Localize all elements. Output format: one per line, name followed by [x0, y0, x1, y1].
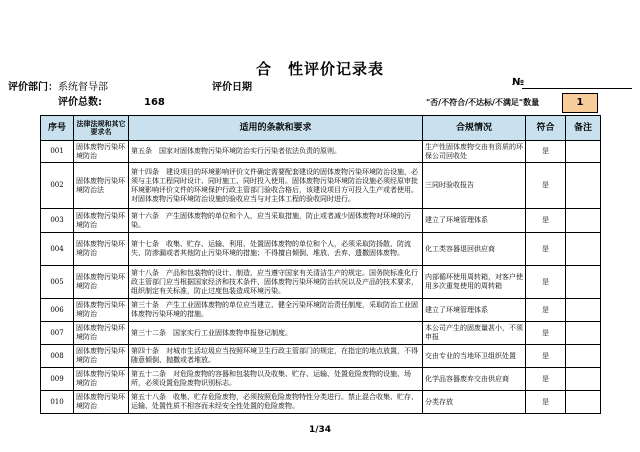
- number-underline: [522, 88, 632, 89]
- row-conform-text: 是: [542, 328, 549, 337]
- row-law-text: 固体废物污染环境防治: [76, 301, 125, 318]
- row-status: [423, 391, 526, 414]
- row-clause-text: 第十四条 建设项目的环境影响评价文件确定需要配套建设的固体废物污染环境防治设施，必须与主体工程同时设计、同时施工、同时投入使用。固体废物污染环境防治设施必须经原审批环境影响评价文件的环境保护行政主管部门验收合格后，该建设项目方可投入生产或者使用。对固体废物污染环境防治设施的验收应当与对主体工程的验收同时进行。: [131, 167, 418, 203]
- row-clause: [129, 368, 423, 391]
- row-clause-text: 第十七条 收集、贮存、运输、利用、处置固体废物的单位和个人，必须采取防扬散、防流失、防渗漏或者其他防止污染环境的措施；不得擅自倾倒、堆放、丢弃、遗撒固体废物。: [131, 240, 411, 257]
- row-number-text: 008: [50, 351, 64, 360]
- row-law-text: 固体废物污染环境防治: [76, 142, 125, 160]
- row-law-text: 固体废物污染环境防治: [76, 211, 125, 229]
- row-number: [41, 299, 74, 322]
- date-label: 评价日期: [212, 82, 252, 93]
- col-header-no: 序号: [41, 116, 74, 141]
- total-label: 评价总数:: [58, 97, 102, 108]
- row-status-text: 建立了环境管理体系: [425, 216, 488, 224]
- row-status-text: 化工类容器退回供应商: [425, 244, 495, 253]
- row-number-text: 005: [50, 277, 64, 286]
- row-conform-text: 是: [542, 351, 549, 360]
- row-law: [74, 368, 129, 391]
- row-status-text: 交由专业的当地环卫组织处置: [425, 351, 516, 360]
- row-number-text: 007: [50, 328, 64, 337]
- row-clause-text: 第五十八条 收集、贮存危险废物，必须按照危险废物特性分类进行。禁止混合收集、贮存、运输、处置性质不相容而未经安全性处置的危险废物。: [131, 393, 418, 410]
- row-conform: [526, 141, 566, 163]
- row-clause: [129, 209, 423, 233]
- row-conform: [526, 345, 566, 368]
- row-status-text: 三同时验收报告: [425, 181, 474, 189]
- row-conform: [526, 233, 566, 266]
- row-note: [566, 209, 601, 233]
- col-header-clause: 适用的条款和要求: [129, 116, 423, 141]
- row-clause: [129, 299, 423, 322]
- row-clause: [129, 391, 423, 414]
- noncompliance-count: 1: [562, 93, 598, 113]
- row-number-text: 009: [50, 374, 64, 383]
- row-status-text: 化学品容器废弃交由供应商: [425, 374, 509, 383]
- row-status: [423, 322, 526, 345]
- row-conform-text: 是: [542, 397, 549, 406]
- row-conform-text: 是: [542, 277, 549, 286]
- row-law-text: 固体废物污染环境防治: [76, 273, 125, 290]
- page-title: 合 性评价记录表: [255, 60, 384, 78]
- row-clause: [129, 322, 423, 345]
- row-status: [423, 368, 526, 391]
- row-clause-text: 第十八条 产品和包装物的设计、制造，应当遵守国家有关清洁生产的规定。国务院标准化行政主管部门应当根据国家经济和技术条件、固体废物污染环境防治状况以及产品的技术要求，组织制定有关标准，防止过度包装造成环境污染。: [131, 268, 418, 295]
- row-status-text: 建立了环境管理体系: [425, 305, 488, 314]
- row-conform-text: 是: [542, 244, 549, 253]
- row-clause: [129, 163, 423, 209]
- row-conform: [526, 299, 566, 322]
- row-note: [566, 163, 601, 209]
- row-clause: [129, 345, 423, 368]
- row-law: [74, 391, 129, 414]
- row-conform-text: 是: [542, 305, 549, 314]
- row-law-text: 固体废物污染环境防治: [76, 393, 125, 410]
- row-status-text: 本公司产生的固废量甚小，不须申报: [425, 324, 523, 341]
- row-law: [74, 345, 129, 368]
- row-number: [41, 209, 74, 233]
- row-law: [74, 209, 129, 233]
- row-clause-text: 第四十条 对城市生活垃圾应当按照环境卫生行政主管部门的规定，在指定的地点放置，不得随意倾倒、抛撒或者堆放。: [131, 347, 418, 364]
- noncompliance-label: "否/不符合/不达标/不满足"数量: [426, 98, 540, 107]
- row-note: [566, 233, 601, 266]
- row-note: [566, 391, 601, 414]
- dept-value: 系统督导部: [58, 82, 108, 93]
- row-law-text: 固体废物污染环境防治: [76, 324, 125, 341]
- row-clause-text: 第五十二条 对危险废物的容器和包装物以及收集、贮存、运输、处置危险废物的设施、场所，必须设置危险废物识别标志。: [131, 370, 411, 387]
- table-header-row: [41, 116, 601, 141]
- table-row: [41, 163, 601, 209]
- table-row: [41, 209, 601, 233]
- row-conform: [526, 368, 566, 391]
- row-law-text: 固体废物污染环境防治: [76, 240, 125, 257]
- row-status: [423, 209, 526, 233]
- dept-label-text: 评价部门：: [8, 82, 58, 93]
- row-number: [41, 233, 74, 266]
- row-law-text: 固体废物污染环境防治: [76, 370, 125, 387]
- table-row: [41, 322, 601, 345]
- col-header-status: 合规情况: [423, 116, 526, 141]
- row-clause-text: 第三十二条 国家实行工业固体废物申报登记制度。: [131, 328, 292, 337]
- row-law: [74, 266, 129, 299]
- row-law: [74, 322, 129, 345]
- row-note: [566, 266, 601, 299]
- row-status: [423, 163, 526, 209]
- row-number-text: 001: [50, 147, 64, 155]
- row-clause-text: 第五条 国家对固体废物污染环境防治实行污染者依法负责的原则。: [131, 147, 341, 155]
- table-row: [41, 391, 601, 414]
- row-number: [41, 163, 74, 209]
- row-conform-text: 是: [542, 181, 549, 189]
- row-number-text: 004: [50, 244, 64, 253]
- row-number: [41, 266, 74, 299]
- row-conform: [526, 391, 566, 414]
- row-status-text: 分类存放: [425, 397, 453, 406]
- row-status-text: 生产性固体废物交由有资质的环保公司回收处: [425, 142, 523, 160]
- dept-label: [8, 78, 108, 93]
- row-note: [566, 368, 601, 391]
- row-conform: [526, 322, 566, 345]
- row-number-text: 006: [50, 305, 64, 314]
- row-note: [566, 322, 601, 345]
- row-number-text: 002: [50, 181, 64, 189]
- row-status: [423, 233, 526, 266]
- total-value: 168: [144, 97, 165, 108]
- row-number: [41, 391, 74, 414]
- row-status-text: 内部循环使用周转箱，对客户使用多次重复使用的周转箱: [425, 273, 523, 290]
- table-row: [41, 345, 601, 368]
- row-law-text: 固体废物污染环境防治: [76, 347, 125, 364]
- row-law: [74, 233, 129, 266]
- row-conform-text: 是: [542, 374, 549, 383]
- row-clause: [129, 141, 423, 163]
- row-status: [423, 299, 526, 322]
- row-note: [566, 141, 601, 163]
- page-number: 1/34: [308, 425, 332, 435]
- col-header-conform: 符合: [526, 116, 566, 141]
- row-clause-text: 第三十条 产生工业固体废物的单位应当建立、健全污染环境防治责任制度，采取防治工业固体废物污染环境的措施。: [131, 301, 418, 318]
- row-conform-text: 是: [542, 147, 549, 155]
- table-row: [41, 266, 601, 299]
- row-number: [41, 322, 74, 345]
- row-note: [566, 345, 601, 368]
- row-status: [423, 345, 526, 368]
- row-law-text: 固体废物污染环境防治法: [76, 176, 125, 194]
- row-number-text: 010: [50, 397, 64, 406]
- table-row: [41, 233, 601, 266]
- row-conform: [526, 163, 566, 209]
- row-conform: [526, 209, 566, 233]
- row-conform-text: 是: [542, 216, 549, 224]
- row-number: [41, 345, 74, 368]
- row-status: [423, 141, 526, 163]
- row-number: [41, 368, 74, 391]
- row-conform: [526, 266, 566, 299]
- row-number-text: 003: [50, 216, 64, 224]
- row-clause: [129, 266, 423, 299]
- row-law: [74, 163, 129, 209]
- table-row: [41, 141, 601, 163]
- row-law: [74, 299, 129, 322]
- col-header-note: 备注: [566, 116, 601, 141]
- table-row: [41, 299, 601, 322]
- row-status: [423, 266, 526, 299]
- row-number: [41, 141, 74, 163]
- row-clause-text: 第十六条 产生固体废物的单位和个人，应当采取措施，防止或者减少固体废物对环境的污染。: [131, 211, 411, 229]
- table-row: [41, 368, 601, 391]
- col-header-law: 法律法规和其它要求名: [74, 116, 129, 141]
- row-law: [74, 141, 129, 163]
- evaluation-table: [40, 115, 601, 414]
- row-clause: [129, 233, 423, 266]
- number-label: №: [512, 77, 525, 88]
- row-note: [566, 299, 601, 322]
